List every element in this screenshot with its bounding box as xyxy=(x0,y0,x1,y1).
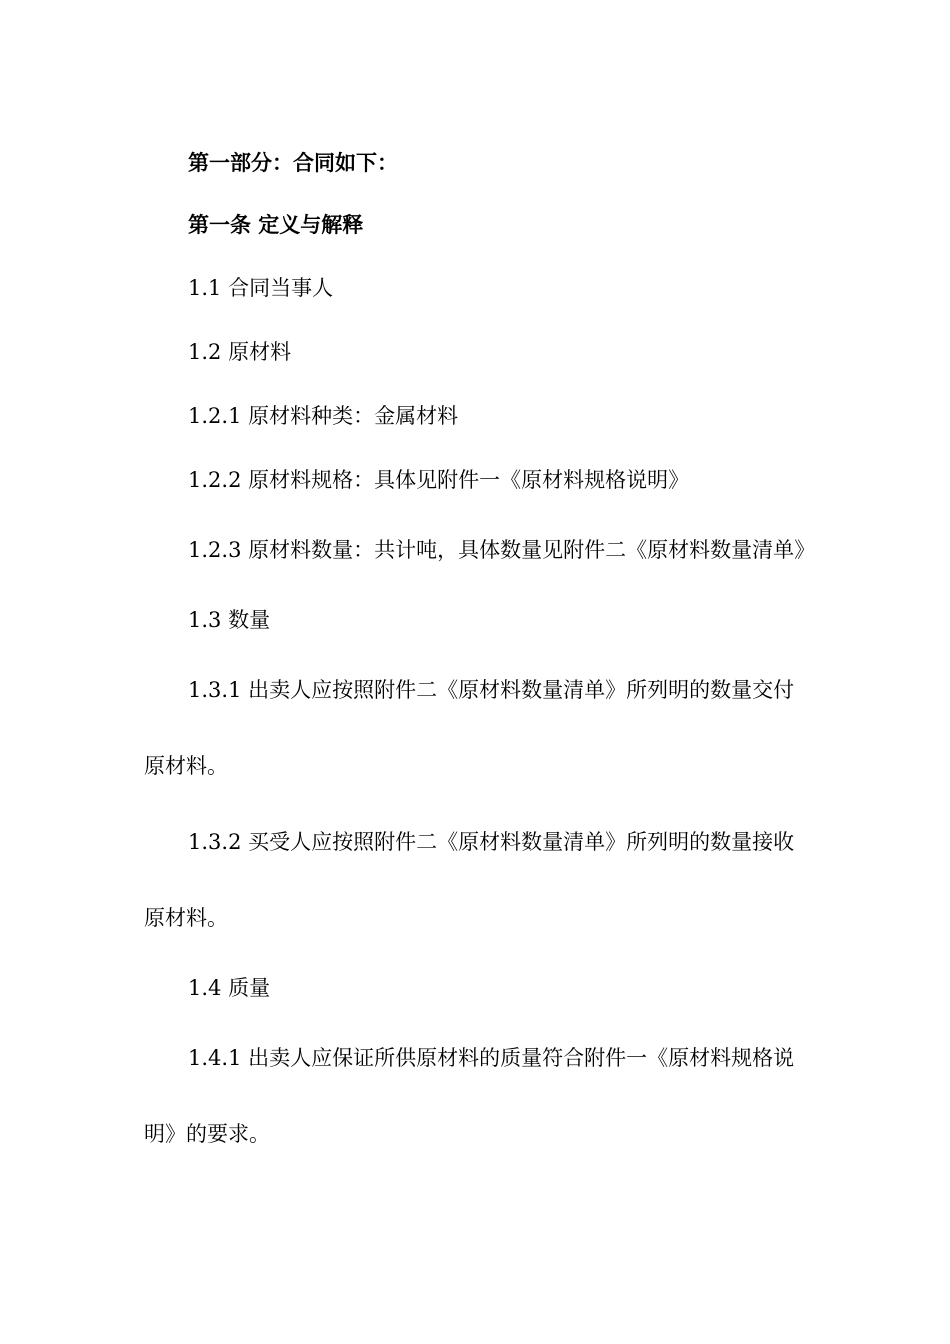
clause-1-3-2: 1.3.2 买受人应按照附件二《原材料数量清单》所列明的数量接收原材料。 xyxy=(144,830,795,930)
clause-1-2-3: 1.2.3 原材料数量：共计吨，具体数量见附件二《原材料数量清单》 xyxy=(188,538,816,562)
clause-1-1: 1.1 合同当事人 xyxy=(188,276,334,300)
article-heading: 第一条 定义与解释 xyxy=(188,213,364,237)
clause-1-3-1: 1.3.1 出卖人应按照附件二《原材料数量清单》所列明的数量交付原材料。 xyxy=(144,678,795,778)
clause-1-4: 1.4 质量 xyxy=(188,976,271,1000)
clause-1-3: 1.3 数量 xyxy=(188,608,271,632)
clause-1-2-2: 1.2.2 原材料规格：具体见附件一《原材料规格说明》 xyxy=(188,468,690,492)
clause-1-4-1: 1.4.1 出卖人应保证所供原材料的质量符合附件一《原材料规格说明》的要求。 xyxy=(144,1046,795,1146)
document-body xyxy=(144,132,816,1172)
part-heading: 第一部分：合同如下： xyxy=(188,151,398,175)
clause-1-2-1: 1.2.1 原材料种类：金属材料 xyxy=(188,404,459,428)
clause-1-2: 1.2 原材料 xyxy=(188,340,292,364)
